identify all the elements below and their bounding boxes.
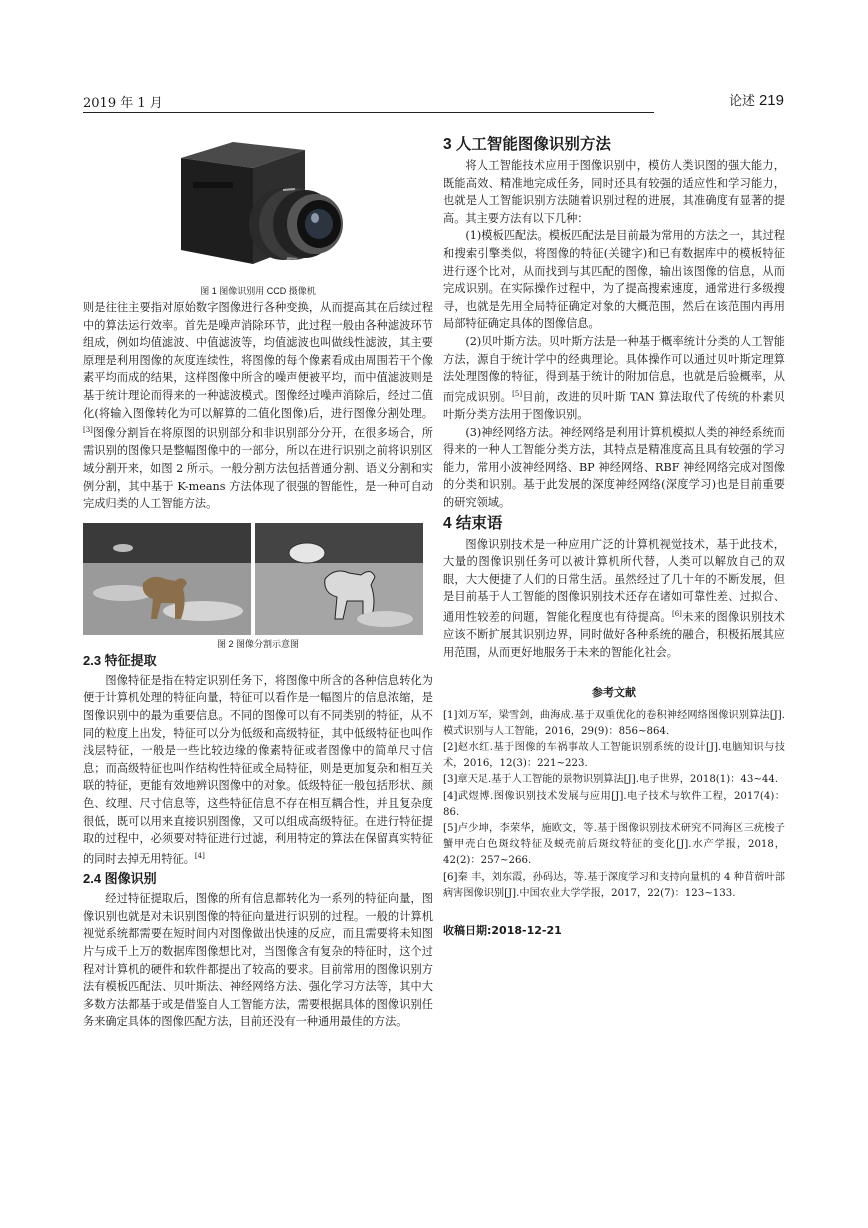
section-3-paragraph: 将人工智能技术应用于图像识别中，模仿人类识图的强大能力，既能高效、精准地完成任务，同时还具有较强的适应性和学习能力，也就是人工智能识别方法随着识别过程的进展，其准确度有显著的提高。其主要方法有以下几种： xyxy=(443,159,785,225)
section-2-4-paragraph: 经过特征提取后，图像的所有信息都转化为一系列的特征向量，图像识别也就是对未识别图像的特征向量进行识别的过程。一般的计算机视觉系统都需要在短时间内对图像做出快速的反应，而且需要将未知图片与成千上万的数据库图像想比对，当图像含有复杂的特征时，这个过程对计算机的硬件和软件都提出了较高的要求。目前常用的图像识别方法有模板匹配法、贝叶斯法、神经网络方法、强化学习方法等，其中大多数方法都基于或是借鉴自人工智能方法，需要根据具体的图像识别任务来确定具体的图像匹配方法，目前还没有一种通用最佳的方法。 xyxy=(83,892,433,1029)
section-4-title: 4 结束语 xyxy=(443,514,503,532)
citation-3: [3] xyxy=(83,426,93,435)
figure2-images xyxy=(83,523,423,635)
reference-item: [1]刘万军，梁雪剑，曲海成.基于双重优化的卷积神经网络图像识别算法[J].模式识别与人工智能，2016，29(9)：856~864. xyxy=(443,709,785,737)
figure2-segmented-image xyxy=(255,523,423,635)
received-date: 收稿日期:2018-12-21 xyxy=(443,923,562,937)
method-template-matching: (1)模板匹配法。模板匹配法是目前最为常用的方法之一，其过程和搜索引擎类似，将图像的特征(关键字)和已有数据库中的模板特征进行逐个比对，从而找到与其匹配的图像，输出该图像的信息，从而完成识别。在实际操作过程中，为了提高搜索速度，通常进行多级搜寻，也就是先用全局特征确定对象的大概范围，然后在该范围内再用局部特征确定具体的图像信息。 xyxy=(443,229,785,331)
reference-item: [2]赵水红.基于图像的车祸事故人工智能识别系统的设计[J].电脑知识与技术，2016，12(3)：221~223. xyxy=(443,741,785,770)
left-column xyxy=(83,120,433,1031)
conclusion-text-continued: 未来的图像识别技术应该不断扩展其识别边界，同时做好各种系统的融合，积极拓展其应用范围，从而更好地服务于未来的智能化社会。 xyxy=(443,610,785,659)
citation-4: [4] xyxy=(194,851,205,860)
figure2-caption: 图 2 图像分割示意图 xyxy=(216,638,299,649)
header-date: 2019 年 1 月 xyxy=(83,96,163,111)
reference-item: [6]秦 丰，刘东霞，孙码达，等.基于深度学习和支持向量机的 4 种苜蓿叶部病害图像识别[J].中国农业大学学报，2017，22(7)：123~133. xyxy=(443,871,785,899)
section-2-3-title: 2.3 特征提取 xyxy=(83,652,157,668)
right-column xyxy=(443,133,785,938)
figure1-ccd-camera-image xyxy=(83,132,433,282)
figure1-caption: 图 1 图像识别用 CCD 摄像机 xyxy=(200,286,316,296)
method-bayes xyxy=(443,333,785,424)
method-bayes-text: (2)贝叶斯方法。贝叶斯方法是一种基于概率统计分类的人工智能方法，源自于统计学中的经典理论。具体操作可以通过贝叶斯定理算法处理图像的特征，得到基于统计的附加信息，也就是后验概率，从而完成识别。 xyxy=(443,334,785,404)
reference-item: [3]章天足.基于人工智能的景物识别算法[J].电子世界，2018(1)：43~44. xyxy=(443,774,779,786)
section-2-3-paragraph xyxy=(83,672,433,868)
page-number: 219 xyxy=(758,92,784,109)
citation-6: [6] xyxy=(672,609,682,618)
figure2-original-image xyxy=(83,523,251,635)
intro-text-continued: 图像分割旨在将原图的识别部分和非识别部分分开，在很多场合，所需识别的图像只是整幅图像中的一部分，所以在进行识别之前将识别区域分割开来，如图 2 所示。一般分割方法包括普通分割、语义分割和实例分割，其中基于 K-means 方法体现了很强的智能性，是一种可自动完成归类的人工智能方法。 xyxy=(83,426,433,511)
section-3-title: 3 人工智能图像识别方法 xyxy=(443,136,611,153)
citation-5: [5] xyxy=(512,389,523,398)
method-neural-network: (3)神经网络方法。神经网络是利用计算机模拟人类的神经系统而得来的一种人工智能分类方法，其特点是精准度高且具有较强的学习能力，常用小波神经网络、BP 神经网络、RBF 神经网络完成对图像的分类和识别。基于此发展的深度神经网络(深度学习)也是目前重要的研究领域。 xyxy=(443,425,785,510)
intro-text: 则是往往主要指对原始数字图像进行各种变换，从而提高其在后续过程中的算法运行效率。首先是噪声消除环节，此过程一般由各种滤波环节组成，例如均值滤波、中值滤波等，均值滤波也叫做线性滤波，其主要原理是利用图像的灰度连续性，将图像的每个像素看成由周围若干个像素平均而成的结果，这样图像中所含的噪声便被平均，而中值滤波则是基于统计理论而得来的一种滤波模式。图像经过噪声消除后，经过二值化(将输入图像转化为可以解算的二值化图像)后，进行图像分割处理。 xyxy=(83,301,433,420)
header-section-label: 论述 xyxy=(728,94,755,109)
intro-paragraph xyxy=(83,299,433,513)
section-2-4-title: 2.4 图像识别 xyxy=(83,871,157,887)
references-title: 参考文献 xyxy=(592,685,636,699)
reference-item: [4]武煜博.图像识别技术发展与应用[J].电子技术与软件工程，2017(4)：86. xyxy=(443,790,785,818)
references-list xyxy=(443,708,785,902)
conclusion-paragraph xyxy=(443,536,785,662)
section-2-3-text: 图像特征是指在特定识别任务下，将图像中所含的各种信息转化为便于计算机处理的特征向量，特征可以看作是一幅图片的信息浓缩，是图像识别中的最为重要信息。不同的图像可以有不同类别的特征，从不同的粒度上出发，特征可以分为低级和高级特征，其中低级特征也叫作浅层特征，一般是一些比较边缘的像素特征或者图像中的简单尺寸信息；而高级特征也叫作结构性特征或全局特征，则是更加复杂和相互关联的特征，更能有效地辨识图像中的对象。低级特征一般包括形状、颜色、纹理、尺寸信息等，这些特征信息不存在相互耦合性，并且复杂度很低，既可以用来直接识别图像，又可以组成高级特征。在进行特征提取的过程中，必须要对特征进行过滤，利用特定的算法在保留真实特征的同时去掉无用特征。 xyxy=(83,673,433,866)
method-bayes-text-continued: 目前，改进的贝叶斯 TAN 算法取代了传统的朴素贝叶斯分类方法用于图像识别。 xyxy=(443,390,785,422)
header-rule xyxy=(83,112,654,113)
reference-item: [5]卢少坤，李荣华，施欧文，等.基于图像识别技术研究不同海区三疣梭子蟹甲壳白色斑纹特征及蜕壳前后斑纹特征的变化[J].水产学报，2018，42(2)：257~266. xyxy=(443,822,785,867)
header-section xyxy=(729,90,784,109)
conclusion-text: 图像识别技术是一种应用广泛的计算机视觉技术，基于此技术，大量的图像识别任务可以被计算机所代替，人类可以解放自己的双眼，大大便捷了人们的日常生活。虽然经过了几十年的不断发展，但是目前基于人工智能的图像识别技术还存在诸如可靠性差、过拟合、通用性较差的问题，智能化程度也有待提高。 xyxy=(443,537,785,624)
